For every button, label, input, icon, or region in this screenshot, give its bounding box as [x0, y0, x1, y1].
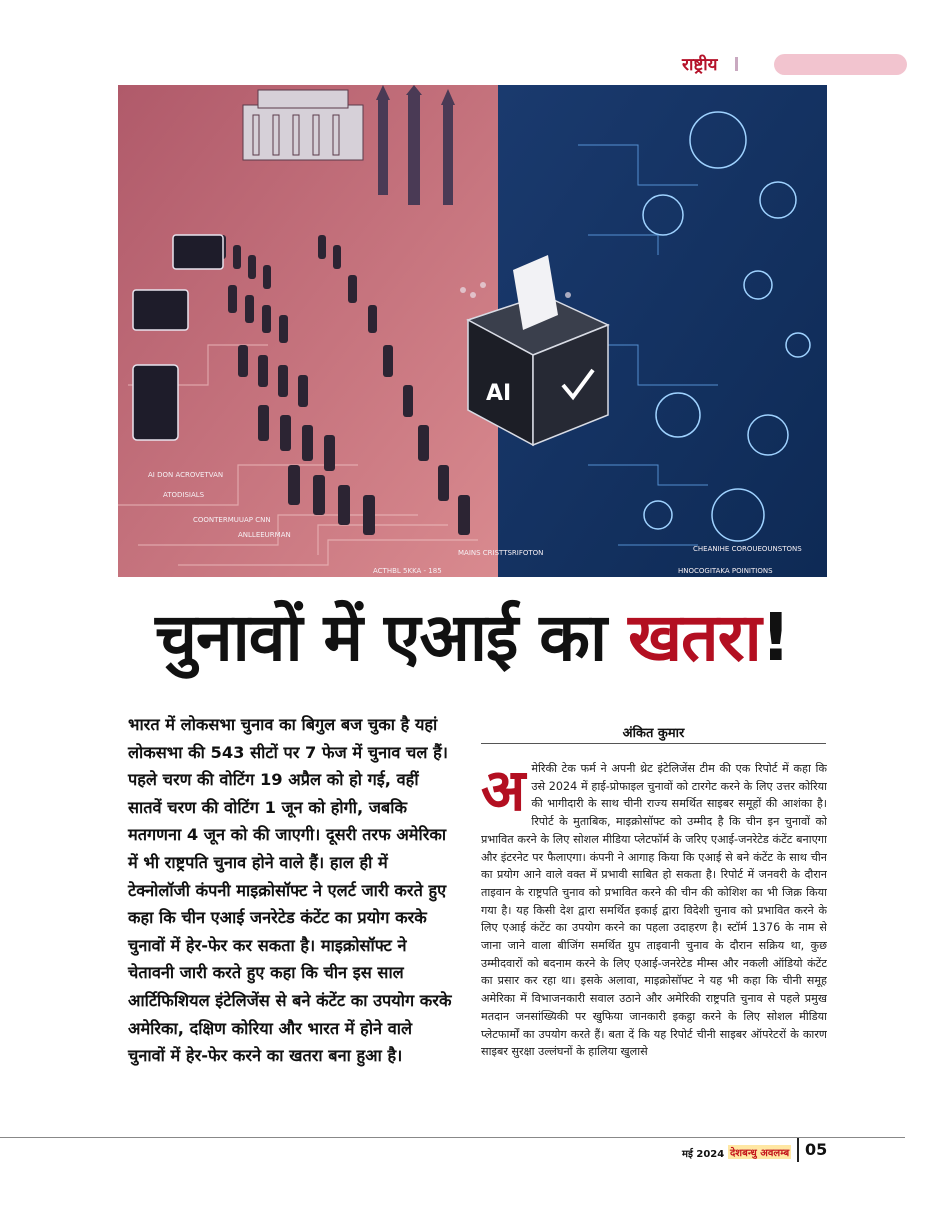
- ballot-box-label: AI: [486, 381, 512, 406]
- hero-caption: CHEANIHE COROUEOUNSTONS: [693, 545, 802, 553]
- footer-brand-logo: देशबन्धु अवलम्ब: [728, 1145, 791, 1159]
- byline: [481, 722, 826, 744]
- author-name: अंकित कुमार: [622, 726, 685, 741]
- hero-image: [118, 85, 827, 577]
- section-label: राष्ट्रीय: [682, 55, 718, 75]
- article-body-text: मेरिकी टेक फर्म ने अपनी थ्रेट इंटेलिजेंस टीम की एक रिपोर्ट में कहा कि उसे 2024 में हाई-प्रोफाइल चुनावों को टारगेट करने के लिए उत्तर कोरिया की भागीदारी के साथ चीनी राज्य समर्थित साइबर समूहों की आशंका है। रिपोर्ट के मुताबिक, माइक्रोसॉफ्ट को उम्मीद है कि चीन इन चुनावों को प्रभावित करने के लिए सोशल मीडिया प्लेटफॉर्म के जरिए एआई-जनरेटेड कंटेंट बनाएगा और इंटरनेट पर फैलाएगा। कंपनी ने आगाह किया कि एआई से बने कंटेंट के साथ चीन का प्रयोग आने वाले वक्त में प्रभावी साबित हो सकता है। रिपोर्ट में जनवरी के दौरान ताइवान के राष्ट्रपति चुनाव को प्रभावित करने की चीन की कोशिश का भी जिक्र किया गया है। यह किसी देश द्वारा समर्थित इकाई द्वारा विदेशी चुनाव को प्रभावित करने के लिए एआई कंटेंट का उपयोग करने का पहला उदाहरण है। स्टॉर्म 1376 के नाम से जाना जाने वाला बीजिंग समर्थित ग्रुप ताइवानी चुनाव के दौरान सक्रिय था, कुछ उम्मीदवारों को बदनाम करने के लिए एआई-जनरेटेड मीम्स और नकली ऑडियो कंटेंट का प्रसार कर रहा था। इसके अलावा, माइक्रोसॉफ्ट ने यह भी कहा कि चीनी समूह अमेरिका में विभाजनकारी सवाल उठाने और अमेरिकी राष्ट्रपति चुनाव से पहले प्रमुख मतदान जनसांख्यिकी पर खुफिया जानकारी इकट्ठा करने के लिए सोशल मीडिया प्लेटफार्मों का उपयोग करते हैं। बता दें कि यह रिपोर्ट चीनी साइबर ऑपरेटरों के कारण साइबर सुरक्षा उल्लंघनों के हालिया खुलासे: [481, 762, 827, 1059]
- hero-caption: AI DON ACROVETVAN: [148, 471, 224, 479]
- footer-month: मई 2024: [682, 1149, 725, 1160]
- headline-part1: चुनावों में एआई का: [155, 599, 629, 676]
- dropcap: अ: [481, 760, 526, 824]
- page-number: 05: [805, 1140, 828, 1159]
- hero-caption: MAINS CRISTTSRIFOTON: [458, 549, 544, 557]
- ai-election-illustration: [118, 85, 827, 577]
- article-body: [481, 760, 827, 1120]
- hero-caption: ANLLEEURMAN: [238, 531, 291, 539]
- hero-caption: HNOCOGITAKA POINITIONS: [678, 567, 773, 575]
- hero-caption: ATODISIALS: [163, 491, 205, 499]
- hero-caption: COONTERMUUAP CNN: [193, 516, 271, 524]
- footer-separator: [797, 1138, 799, 1162]
- section-divider: [735, 57, 738, 71]
- headline: [0, 592, 945, 684]
- footer-rule: [0, 1137, 905, 1138]
- headline-exclaim: !: [760, 599, 790, 676]
- lead-paragraph: भारत में लोकसभा चुनाव का बिगुल बज चुका है यहां लोकसभा की 543 सीटों पर 7 फेज में चुनाव चल हैं। पहले चरण की वोटिंग 19 अप्रैल को हो गई, वहीं सातवें चरण की वोटिंग 1 जून को होगी, जबकि मतगणना 4 जून को की जाएगी। दूसरी तरफ अमेरिका में भी राष्ट्रपति चुनाव होने वाले हैं। हाल ही में टेक्नोलॉजी कंपनी माइक्रोसॉफ्ट ने एलर्ट जारी करते हुए कहा कि चीन एआई जनरेटेड कंटेंट का प्रयोग करके चुनावों में हेर-फेर कर सकता है। माइक्रोसॉफ्ट ने चेतावनी जारी करते हुए कहा कि चीन इस साल आर्टिफिशियल इंटेलिजेंस से बने कंटेंट का उपयोग करके अमेरिका, दक्षिण कोरिया और भारत में होने वाले चुनावों में हेर-फेर करने का खतरा बना हुआ है।: [128, 715, 452, 1066]
- headline-highlight: खतरा: [628, 599, 761, 676]
- hero-caption: ACTHBL 5KKA - 185: [373, 567, 442, 575]
- section-pill: [774, 54, 907, 75]
